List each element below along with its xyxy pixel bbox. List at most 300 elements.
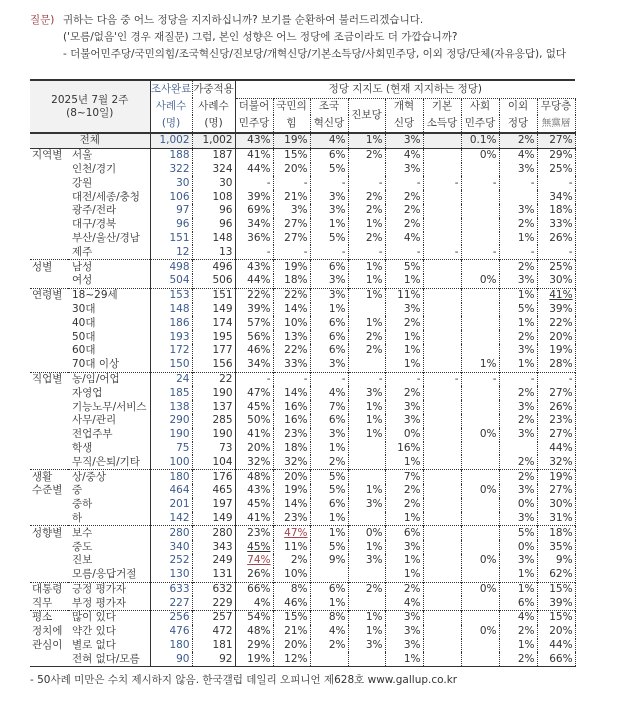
party-value-cell — [235, 163, 273, 177]
party-value-cell — [310, 484, 348, 498]
party-value-cell — [423, 372, 461, 386]
table-row — [30, 190, 575, 204]
party-value-cell — [310, 288, 348, 302]
table-row — [30, 303, 575, 317]
party-value-cell — [461, 568, 499, 582]
value-text: 41% — [247, 149, 271, 162]
row-label: 자영업 — [68, 386, 150, 400]
value-text: 1% — [365, 218, 383, 231]
value-text: 47% — [284, 526, 308, 539]
value-text: 1% — [328, 596, 346, 609]
value-text: 22% — [284, 289, 308, 302]
value-text: 20% — [549, 625, 573, 638]
party-value-cell — [537, 386, 575, 400]
table-row — [30, 344, 575, 358]
value-text: 27% — [284, 231, 308, 244]
party-value-cell — [310, 414, 348, 428]
col-party-3 — [348, 98, 385, 133]
party-value-cell — [310, 316, 348, 330]
value-text: 3% — [517, 428, 535, 441]
party-value-cell — [461, 582, 499, 596]
party-value-cell — [499, 163, 537, 177]
party-value-cell — [385, 372, 423, 386]
value-text: 19% — [247, 652, 271, 665]
party-value-cell — [385, 232, 423, 246]
table-row — [30, 455, 575, 469]
value-text: 1% — [328, 218, 346, 231]
value-text: 34% — [549, 190, 573, 203]
row-label: 남성 — [68, 260, 150, 274]
party-value-cell — [461, 218, 499, 232]
party-value-cell — [348, 260, 385, 274]
party-value-cell — [385, 260, 423, 274]
party-value-cell — [385, 204, 423, 218]
party-value-cell — [310, 344, 348, 358]
value-text: 19% — [284, 260, 308, 273]
party-value-cell — [273, 652, 310, 666]
value-text: 41% — [247, 511, 271, 524]
party-value-cell — [273, 190, 310, 204]
value-text: 18% — [284, 441, 308, 454]
row-label: 대전/세종/충청 — [68, 190, 150, 204]
table-row — [30, 596, 575, 610]
party-value-cell — [310, 428, 348, 442]
sample-weighted: 472 — [192, 625, 235, 639]
party-value-cell — [499, 260, 537, 274]
value-text: 18% — [549, 204, 573, 217]
party-value-cell — [423, 190, 461, 204]
sample-completed: 186 — [150, 316, 192, 330]
value-text: 34% — [247, 358, 271, 371]
party-value-cell — [310, 303, 348, 317]
value-text: 0% — [479, 484, 497, 497]
value-text: 27% — [549, 484, 573, 497]
value-text: 57% — [247, 316, 271, 329]
party-value-cell — [423, 498, 461, 512]
sample-completed: 75 — [150, 442, 192, 456]
value-text: 15% — [284, 611, 308, 624]
row-group: 연령별 — [32, 289, 63, 302]
value-text: 3% — [328, 204, 346, 217]
party-value-cell — [499, 652, 537, 666]
row-group — [30, 386, 68, 400]
party-value-cell — [385, 218, 423, 232]
value-text: 23% — [284, 428, 308, 441]
party-value-cell — [461, 512, 499, 526]
value-text: 4% — [517, 149, 535, 162]
party-value-cell — [310, 204, 348, 218]
party-value-cell — [235, 498, 273, 512]
party-value-cell — [461, 428, 499, 442]
sample-completed: 130 — [150, 568, 192, 582]
col-completed-unit: (명) — [150, 115, 192, 133]
value-text: 16% — [284, 414, 308, 427]
party-value-cell — [423, 218, 461, 232]
sample-completed: 464 — [150, 484, 192, 498]
party-value-cell — [461, 288, 499, 302]
value-text: 4% — [403, 231, 421, 244]
value-text: 0% — [479, 428, 497, 441]
party-value-cell — [348, 204, 385, 218]
sample-weighted: 280 — [192, 526, 235, 540]
party-value-cell — [537, 176, 575, 190]
party-value-cell — [235, 582, 273, 596]
value-text: 4% — [517, 611, 535, 624]
party-value-cell — [537, 414, 575, 428]
party-value-cell — [235, 176, 273, 190]
party-value-cell — [310, 512, 348, 526]
col-party-2-bottom: 혁신당 — [310, 115, 348, 133]
party-value-cell — [499, 526, 537, 540]
party-value-cell — [385, 400, 423, 414]
party-value-cell — [423, 582, 461, 596]
value-text: 39% — [549, 596, 573, 609]
row-label: 50대 — [68, 330, 150, 344]
party-value-cell — [273, 400, 310, 414]
party-value-cell — [423, 554, 461, 568]
sample-weighted: 190 — [192, 386, 235, 400]
row-group — [30, 303, 68, 317]
party-value-cell — [537, 303, 575, 317]
value-text: 21% — [284, 190, 308, 203]
party-value-cell — [273, 303, 310, 317]
party-value-cell — [310, 639, 348, 653]
party-value-cell — [310, 330, 348, 344]
sample-weighted: 149 — [192, 303, 235, 317]
party-value-cell — [348, 133, 385, 148]
party-value-cell — [461, 245, 499, 259]
value-text: 46% — [247, 344, 271, 357]
party-value-cell — [499, 540, 537, 554]
table-row — [30, 442, 575, 456]
party-value-cell — [310, 540, 348, 554]
value-text: 0% — [403, 428, 421, 441]
sample-completed: 504 — [150, 274, 192, 288]
table-row — [30, 568, 575, 582]
party-value-cell — [273, 163, 310, 177]
party-value-cell — [385, 596, 423, 610]
value-text: 15% — [284, 149, 308, 162]
table-row — [30, 625, 575, 639]
party-value-cell — [537, 470, 575, 484]
value-text: 62% — [549, 568, 573, 581]
row-label: 30대 — [68, 303, 150, 317]
party-value-cell — [461, 596, 499, 610]
party-value-cell — [537, 245, 575, 259]
party-value-cell — [537, 652, 575, 666]
value-text: 1% — [517, 231, 535, 244]
sample-weighted: 195 — [192, 330, 235, 344]
value-text: 44% — [549, 639, 573, 652]
sample-weighted: 131 — [192, 568, 235, 582]
party-value-cell — [348, 190, 385, 204]
value-text: 0% — [365, 526, 383, 539]
value-text: 16% — [397, 441, 421, 454]
value-text: 66% — [247, 582, 271, 595]
party-value-cell — [461, 455, 499, 469]
sample-completed: 97 — [150, 204, 192, 218]
party-value-cell — [537, 512, 575, 526]
party-value-cell — [537, 625, 575, 639]
value-text: 6% — [328, 260, 346, 273]
value-text: 3% — [517, 344, 535, 357]
party-value-cell — [385, 330, 423, 344]
value-text: 15% — [549, 582, 573, 595]
col-party-5-top: 기본 — [423, 98, 461, 115]
value-text: 3% — [517, 511, 535, 524]
party-value-cell — [461, 133, 499, 148]
value-text: 2% — [517, 455, 535, 468]
value-text: 13% — [284, 330, 308, 343]
row-label: 학생 — [68, 442, 150, 456]
party-value-cell — [235, 652, 273, 666]
party-value-cell — [537, 260, 575, 274]
value-text: 30% — [549, 274, 573, 287]
col-party-0-top: 더불어 — [235, 98, 273, 115]
sample-completed: 90 — [150, 652, 192, 666]
party-value-cell — [348, 163, 385, 177]
value-text: 4% — [328, 134, 346, 147]
party-value-cell — [385, 652, 423, 666]
value-text: - — [492, 176, 497, 189]
party-value-cell — [235, 344, 273, 358]
sample-completed: 96 — [150, 218, 192, 232]
row-label: 많이 있다 — [68, 611, 150, 625]
table-row — [30, 414, 575, 428]
party-value-cell — [348, 596, 385, 610]
value-text: 3% — [328, 274, 346, 287]
party-value-cell — [385, 526, 423, 540]
value-text: 32% — [549, 455, 573, 468]
party-value-cell — [385, 484, 423, 498]
party-value-cell — [461, 611, 499, 625]
party-value-cell — [310, 260, 348, 274]
party-value-cell — [499, 245, 537, 259]
sample-weighted: 176 — [192, 470, 235, 484]
value-text: 1% — [328, 302, 346, 315]
value-text: 2% — [328, 639, 346, 652]
value-text: 23% — [247, 526, 271, 539]
value-text: 1% — [403, 274, 421, 287]
sample-completed: 180 — [150, 470, 192, 484]
sample-completed: 12 — [150, 245, 192, 259]
sample-weighted: 496 — [192, 260, 235, 274]
row-group — [30, 568, 68, 582]
party-value-cell — [461, 303, 499, 317]
party-value-cell — [348, 218, 385, 232]
sample-completed: 148 — [150, 303, 192, 317]
sample-weighted: 465 — [192, 484, 235, 498]
party-value-cell — [310, 133, 348, 148]
party-value-cell — [499, 582, 537, 596]
value-text: 3% — [328, 428, 346, 441]
row-group — [30, 163, 68, 177]
party-value-cell — [273, 316, 310, 330]
party-value-cell — [235, 428, 273, 442]
value-text: 39% — [247, 302, 271, 315]
row-group: 대통령 — [32, 582, 63, 595]
party-value-cell — [537, 568, 575, 582]
value-text: 25% — [549, 162, 573, 175]
party-value-cell — [537, 274, 575, 288]
table-row — [30, 148, 575, 162]
value-text: 26% — [549, 400, 573, 413]
sample-completed: 280 — [150, 526, 192, 540]
value-text: 30% — [549, 498, 573, 511]
row-group: 수준별 — [32, 484, 63, 497]
row-label: 보수 — [68, 526, 150, 540]
party-value-cell — [499, 372, 537, 386]
value-text: 3% — [517, 274, 535, 287]
party-value-cell — [235, 260, 273, 274]
party-value-cell — [235, 596, 273, 610]
col-party-4-top: 개혁 — [385, 98, 423, 115]
sample-weighted: 632 — [192, 582, 235, 596]
row-label: 제주 — [68, 245, 150, 259]
party-value-cell — [235, 455, 273, 469]
row-group — [30, 442, 68, 456]
sample-weighted: 96 — [192, 218, 235, 232]
party-value-cell — [423, 330, 461, 344]
value-text: 19% — [284, 134, 308, 147]
value-text: 48% — [247, 625, 271, 638]
value-text: 4% — [328, 625, 346, 638]
sample-weighted: 506 — [192, 274, 235, 288]
row-label: 70대 이상 — [68, 358, 150, 372]
party-value-cell — [273, 274, 310, 288]
table-row — [30, 582, 575, 596]
value-text: 6% — [517, 596, 535, 609]
value-text: 0.1% — [469, 134, 497, 147]
table-row — [30, 316, 575, 330]
value-text: 32% — [247, 455, 271, 468]
party-value-cell — [423, 148, 461, 162]
party-value-cell — [537, 582, 575, 596]
value-text: 6% — [328, 149, 346, 162]
value-text: 2% — [517, 652, 535, 665]
value-text: 56% — [247, 330, 271, 343]
row-group — [30, 232, 68, 246]
party-value-cell — [499, 288, 537, 302]
party-value-cell — [461, 358, 499, 372]
party-value-cell — [348, 414, 385, 428]
party-value-cell — [235, 540, 273, 554]
value-text: 44% — [247, 162, 271, 175]
row-label: 기능노무/서비스 — [68, 400, 150, 414]
value-text: 11% — [397, 289, 421, 302]
row-label: 진보 — [68, 554, 150, 568]
question-line-2: ('모름/없음'인 경우 재질문) 그럼, 본인 성향은 어느 정당에 조금이라도 더 가깝습니까? — [63, 31, 458, 43]
row-group — [30, 652, 68, 666]
party-value-cell — [273, 232, 310, 246]
party-value-cell — [537, 218, 575, 232]
party-value-cell — [423, 428, 461, 442]
row-group: 관심이 — [32, 639, 63, 652]
party-value-cell — [423, 260, 461, 274]
party-value-cell — [537, 639, 575, 653]
sample-completed: 172 — [150, 344, 192, 358]
party-value-cell — [423, 540, 461, 554]
party-value-cell — [423, 455, 461, 469]
party-value-cell — [273, 414, 310, 428]
value-text: 16% — [284, 400, 308, 413]
col-party-6-bottom: 민주당 — [461, 115, 499, 133]
sample-weighted: 324 — [192, 163, 235, 177]
party-value-cell — [385, 414, 423, 428]
table-row — [30, 330, 575, 344]
party-value-cell — [537, 596, 575, 610]
col-party-6-top: 사회 — [461, 98, 499, 115]
col-party-8-bottom: 無黨層 — [537, 115, 575, 133]
col-party-1-top: 국민의 — [273, 98, 310, 115]
party-value-cell — [385, 442, 423, 456]
table-row — [30, 611, 575, 625]
party-value-cell — [348, 526, 385, 540]
party-value-cell — [385, 386, 423, 400]
party-value-cell — [273, 639, 310, 653]
value-text: 46% — [284, 596, 308, 609]
value-text: 1% — [517, 316, 535, 329]
party-value-cell — [461, 274, 499, 288]
party-value-cell — [273, 204, 310, 218]
value-text: 3% — [365, 386, 383, 399]
party-value-cell — [273, 330, 310, 344]
value-text: 29% — [247, 639, 271, 652]
value-text: 2% — [365, 149, 383, 162]
value-text: 14% — [284, 498, 308, 511]
party-value-cell — [385, 163, 423, 177]
party-value-cell — [423, 639, 461, 653]
value-text: 2% — [517, 470, 535, 483]
value-text: 27% — [549, 134, 573, 147]
row-group — [30, 204, 68, 218]
value-text: 1% — [365, 540, 383, 553]
row-group — [30, 540, 68, 554]
col-weighted-top: 가중적용 — [192, 80, 235, 98]
party-value-cell — [273, 512, 310, 526]
party-value-cell — [423, 568, 461, 582]
sample-weighted: 104 — [192, 455, 235, 469]
party-value-cell — [461, 498, 499, 512]
party-value-cell — [310, 625, 348, 639]
party-value-cell — [348, 625, 385, 639]
value-text: 0% — [479, 274, 497, 287]
col-party-7-top: 이외 — [499, 98, 537, 115]
party-value-cell — [499, 274, 537, 288]
value-text: 45% — [247, 498, 271, 511]
value-text: 41% — [247, 428, 271, 441]
table-row — [30, 498, 575, 512]
value-text: 6% — [328, 316, 346, 329]
value-text: 11% — [284, 540, 308, 553]
row-label: 60대 — [68, 344, 150, 358]
value-text: 3% — [365, 554, 383, 567]
value-text: 15% — [549, 611, 573, 624]
party-value-cell — [273, 442, 310, 456]
party-value-cell — [348, 568, 385, 582]
value-text: 3% — [403, 611, 421, 624]
value-text: 2% — [290, 554, 308, 567]
value-text: 1% — [517, 358, 535, 371]
party-value-cell — [423, 288, 461, 302]
row-group — [30, 512, 68, 526]
party-value-cell — [310, 218, 348, 232]
value-text: 27% — [549, 386, 573, 399]
row-label: 18~29세 — [68, 288, 150, 302]
value-text: 2% — [403, 498, 421, 511]
value-text: 4% — [403, 149, 421, 162]
value-text: 1% — [403, 554, 421, 567]
